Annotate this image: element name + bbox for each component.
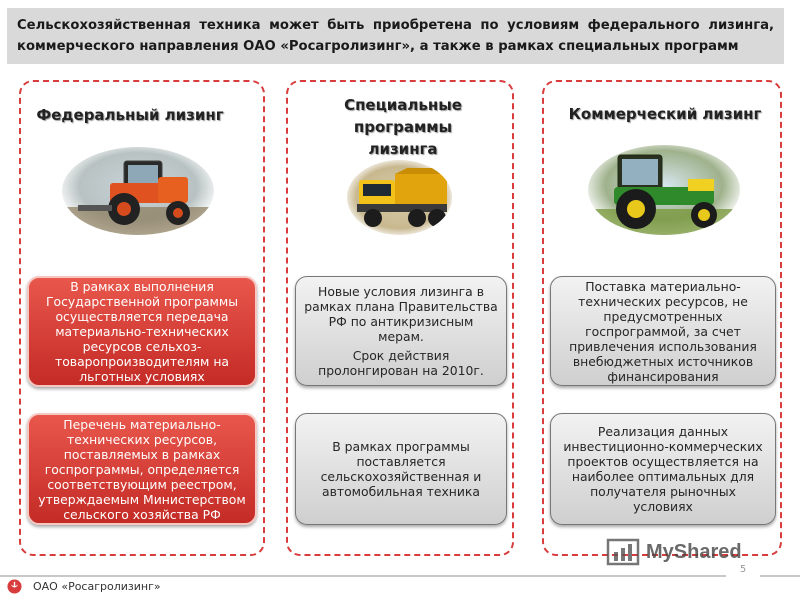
watermark-text: MyShared — [646, 541, 742, 563]
header-text: Сельскохозяйственная техника может быть приобретена по условиям федерального лизинга, коммерческого направления ОАО «Росагролизинг», а также в рамках специальных программ — [17, 18, 774, 54]
special-box-2 — [295, 413, 507, 525]
header-banner — [7, 8, 784, 64]
green-tractor-photo — [588, 145, 740, 235]
yellow-truck-photo — [347, 160, 452, 235]
special-box-1-text-2: Срок действия пролонгирован на 2010г. — [318, 348, 484, 378]
company-logo-icon — [7, 579, 22, 594]
commercial-box-1 — [550, 276, 776, 386]
federal-box-1-text: В рамках выполнения Государственной программы осуществляется передача материально-технических ресурсов сельхоз-товаропроизводителям на льготных условиях — [45, 279, 239, 384]
footer-divider — [0, 575, 800, 577]
federal-box-2-text: Перечень материально-технических ресурсов, поставляемых в рамках госпрограммы, определяется соответствующим реестром, утверждаемым Министерством сельского хозяйства РФ — [38, 416, 246, 522]
commercial-box-1-text: Поставка материально-технических ресурсов, не предусмотренных госпрограммой, за счет привлечения использования внебюджетных источников финансирования — [569, 278, 757, 384]
column-title-commercial: Коммерческий лизинг — [568, 105, 762, 123]
page-number: 5 — [726, 564, 760, 578]
column-title-special: Специальные программы лизинга — [344, 96, 462, 158]
commercial-box-2-text: Реализация данных инвестиционно-коммерческих проектов осуществляется на наиболее оптимальных для получателя рыночных условиях — [563, 424, 763, 514]
special-box-2-text: В рамках программы поставляется сельскохозяйственная и автомобильная техника — [320, 439, 482, 499]
special-box-1 — [295, 276, 507, 386]
federal-box-2 — [27, 413, 257, 525]
federal-box-1 — [27, 276, 257, 387]
footer-company-name: ОАО «Росагролизинг» — [33, 580, 161, 593]
orange-tractor-photo — [62, 147, 214, 235]
special-box-1-text-1: Новые условия лизинга в рамках плана Правительства РФ по антикризисным мерам. — [304, 284, 498, 344]
commercial-box-2 — [550, 413, 776, 525]
column-title-federal: Федеральный лизинг — [36, 106, 224, 124]
